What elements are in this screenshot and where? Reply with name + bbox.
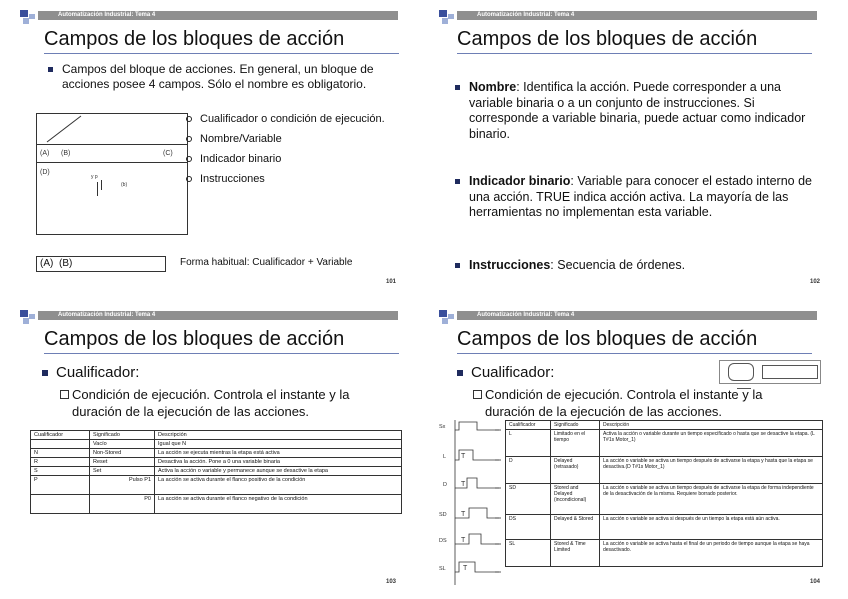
item-instrucciones bbox=[469, 258, 819, 274]
term-indicador: Indicador binario bbox=[469, 174, 571, 188]
table-cell: N bbox=[31, 449, 90, 458]
table-cell: Activa la acción o variable durante un tiempo especificado o hasta que se desactive la etapa. (L T#1s Motor_1) bbox=[600, 430, 823, 457]
term-nombre: Nombre bbox=[469, 80, 517, 94]
bullet-marker bbox=[455, 179, 460, 184]
table-cell: Pulso P1 bbox=[90, 476, 155, 495]
col-header: Significado bbox=[551, 421, 600, 430]
svg-text:T: T bbox=[461, 481, 466, 488]
col-header: Cualificador bbox=[506, 421, 551, 430]
qualifier-sub: Condición de ejecución. Controla el instante y la duración de la ejecución de las acciones. bbox=[485, 386, 805, 420]
bullet-marker bbox=[455, 85, 460, 90]
header-text: Automatización Industrial: Tema 4 bbox=[477, 12, 575, 18]
col-header: Descripción bbox=[155, 431, 402, 440]
slide-title: Campos de los bloques de acción bbox=[457, 328, 758, 350]
slide-title: Campos de los bloques de acción bbox=[44, 328, 345, 350]
slide-101 bbox=[18, 8, 406, 289]
table-cell: SD bbox=[506, 484, 551, 515]
field-name: Nombre/Variable bbox=[200, 132, 282, 146]
col-header: Significado bbox=[90, 431, 155, 440]
intro-bullet bbox=[62, 62, 392, 92]
square-bullet bbox=[473, 390, 482, 399]
inset-diagram bbox=[719, 360, 821, 384]
field-instructions: Instrucciones bbox=[200, 172, 265, 186]
timing-diagram bbox=[439, 420, 505, 585]
title-underline bbox=[44, 353, 399, 354]
title-underline bbox=[457, 353, 812, 354]
item-indicador bbox=[469, 174, 819, 221]
label-b: (B) bbox=[61, 150, 71, 157]
table-cell: S bbox=[31, 467, 90, 476]
timing-label: SD bbox=[439, 512, 447, 518]
table-cell: Stored & Time Limited bbox=[551, 540, 600, 567]
logo-squares bbox=[20, 10, 40, 24]
svg-text:T: T bbox=[461, 537, 466, 544]
table-cell: Igual que N bbox=[155, 440, 402, 449]
qualifier-table bbox=[30, 430, 402, 514]
habitual-box-a: (A) bbox=[40, 258, 54, 269]
table-cell: P bbox=[31, 476, 90, 495]
logo-squares bbox=[439, 10, 459, 24]
field-indicator: Indicador binario bbox=[200, 152, 281, 166]
table-cell: La acción o variable se activa si después de un tiempo la etapa está aún activa. bbox=[600, 515, 823, 540]
table-cell: La acción se ejecuta mientras la etapa está activa bbox=[155, 449, 402, 458]
slide-title: Campos de los bloques de acción bbox=[457, 28, 758, 50]
label-small-2: (b) bbox=[121, 182, 128, 188]
ring-bullet bbox=[186, 156, 192, 162]
qualifier-table bbox=[505, 420, 823, 567]
table-cell: La acción se activa durante el flanco negativo de la condición bbox=[155, 495, 402, 514]
table-cell: Delayed & Stored bbox=[551, 515, 600, 540]
label-small-1: y p bbox=[91, 174, 98, 180]
table-cell: Delayed (retrasado) bbox=[551, 457, 600, 484]
table-cell: D bbox=[506, 457, 551, 484]
bullet-marker bbox=[457, 370, 463, 376]
table-cell: Reset bbox=[90, 458, 155, 467]
table-cell bbox=[31, 495, 90, 514]
habitual-box bbox=[36, 256, 166, 272]
table-cell: Vacío bbox=[90, 440, 155, 449]
table-cell: P0 bbox=[90, 495, 155, 514]
qualifier-bullet: Cualificador: bbox=[471, 364, 554, 382]
table-cell: Stored and Delayed (incondicional) bbox=[551, 484, 600, 515]
qualifier-bullet: Cualificador: bbox=[56, 364, 139, 382]
header-text: Automatización Industrial: Tema 4 bbox=[58, 312, 156, 318]
ring-bullet bbox=[186, 136, 192, 142]
action-block-diagram bbox=[36, 113, 188, 235]
ring-bullet bbox=[186, 176, 192, 182]
slide-104 bbox=[437, 308, 830, 589]
intro-text: Campos del bloque de acciones. En general, un bloque de acciones posee 4 campos. Sólo el nombre es obligatorio. bbox=[62, 62, 374, 91]
table-cell bbox=[31, 440, 90, 449]
table-cell: La acción se activa durante el flanco positivo de la condición bbox=[155, 476, 402, 495]
habitual-box-b: (B) bbox=[59, 258, 73, 269]
item-nombre bbox=[469, 80, 819, 142]
page-number: 102 bbox=[809, 279, 820, 285]
qualifier-sub: Condición de ejecución. Controla el instante y la duración de la ejecución de las acciones. bbox=[72, 386, 400, 420]
title-underline bbox=[44, 53, 399, 54]
square-bullet bbox=[60, 390, 69, 399]
page-number: 103 bbox=[385, 579, 396, 585]
bullet-marker bbox=[42, 370, 48, 376]
page-number: 104 bbox=[809, 579, 820, 585]
table-cell: Non-Stored bbox=[90, 449, 155, 458]
table-cell: Set bbox=[90, 467, 155, 476]
desc-indicador: : Variable para conocer el estado interno de una acción. TRUE indica acción activa. La mayoría de las herramientas no implementan esta variable. bbox=[469, 174, 812, 219]
col-header: Cualificador bbox=[31, 431, 90, 440]
timing-label: DS bbox=[439, 538, 447, 544]
logo-squares bbox=[20, 310, 40, 324]
svg-text:T: T bbox=[461, 453, 466, 460]
table-cell: Limitado en el tiempo bbox=[551, 430, 600, 457]
table-cell: Desactiva la acción. Pone a 0 una variable binaria bbox=[155, 458, 402, 467]
timing-waveforms bbox=[451, 420, 505, 585]
timing-label: L bbox=[443, 454, 447, 460]
label-a: (A) bbox=[40, 150, 50, 157]
header-text: Automatización Industrial: Tema 4 bbox=[58, 12, 156, 18]
diagonal-line bbox=[37, 114, 187, 144]
bullet-marker bbox=[455, 263, 460, 268]
table-cell: DS bbox=[506, 515, 551, 540]
table-cell: La acción o variable se activa hasta el final de un periodo de tiempo aunque la etapa se haya desactivado. bbox=[600, 540, 823, 567]
bullet-marker bbox=[48, 67, 53, 72]
desc-nombre: : Identifica la acción. Puede corresponder a una variable binaria o a un conjunto de instrucciones. Si corresponde a variable binaria, puede actuar como indicador binario. bbox=[469, 80, 806, 141]
table-cell: La acción o variable se activa un tiempo después de activarse la etapa de forma independiente de la desactivación de la misma. Requiere borrado posterior. bbox=[600, 484, 823, 515]
table-cell: L bbox=[506, 430, 551, 457]
habitual-text: Forma habitual: Cualificador + Variable bbox=[180, 257, 353, 268]
timing-label: D bbox=[443, 482, 447, 488]
table-cell: SL bbox=[506, 540, 551, 567]
table-cell: Activa la acción o variable y permanece aunque se desactive la etapa bbox=[155, 467, 402, 476]
label-d: (D) bbox=[40, 169, 50, 176]
slide-102 bbox=[437, 8, 830, 289]
term-instrucciones: Instrucciones bbox=[469, 258, 551, 272]
page-number: 101 bbox=[385, 279, 396, 285]
timing-label: SL bbox=[439, 566, 446, 572]
svg-text:T: T bbox=[463, 565, 468, 572]
table-cell: La acción o variable se activa un tiempo después de activarse la etapa y hasta que la etapa se desactiva.(D T#1s Motor_1) bbox=[600, 457, 823, 484]
col-header: Descripción bbox=[600, 421, 823, 430]
desc-instrucciones: : Secuencia de órdenes. bbox=[550, 258, 686, 272]
slide-103 bbox=[18, 308, 406, 589]
logo-squares bbox=[439, 310, 459, 324]
header-text: Automatización Industrial: Tema 4 bbox=[477, 312, 575, 318]
title-underline bbox=[457, 53, 812, 54]
table-cell: R bbox=[31, 458, 90, 467]
field-qualifier: Cualificador o condición de ejecución. bbox=[200, 112, 385, 126]
label-c: (C) bbox=[163, 150, 173, 157]
timing-label: Sx bbox=[439, 424, 446, 430]
ring-bullet bbox=[186, 116, 192, 122]
slide-title: Campos de los bloques de acción bbox=[44, 28, 345, 50]
svg-text:T: T bbox=[461, 511, 466, 518]
